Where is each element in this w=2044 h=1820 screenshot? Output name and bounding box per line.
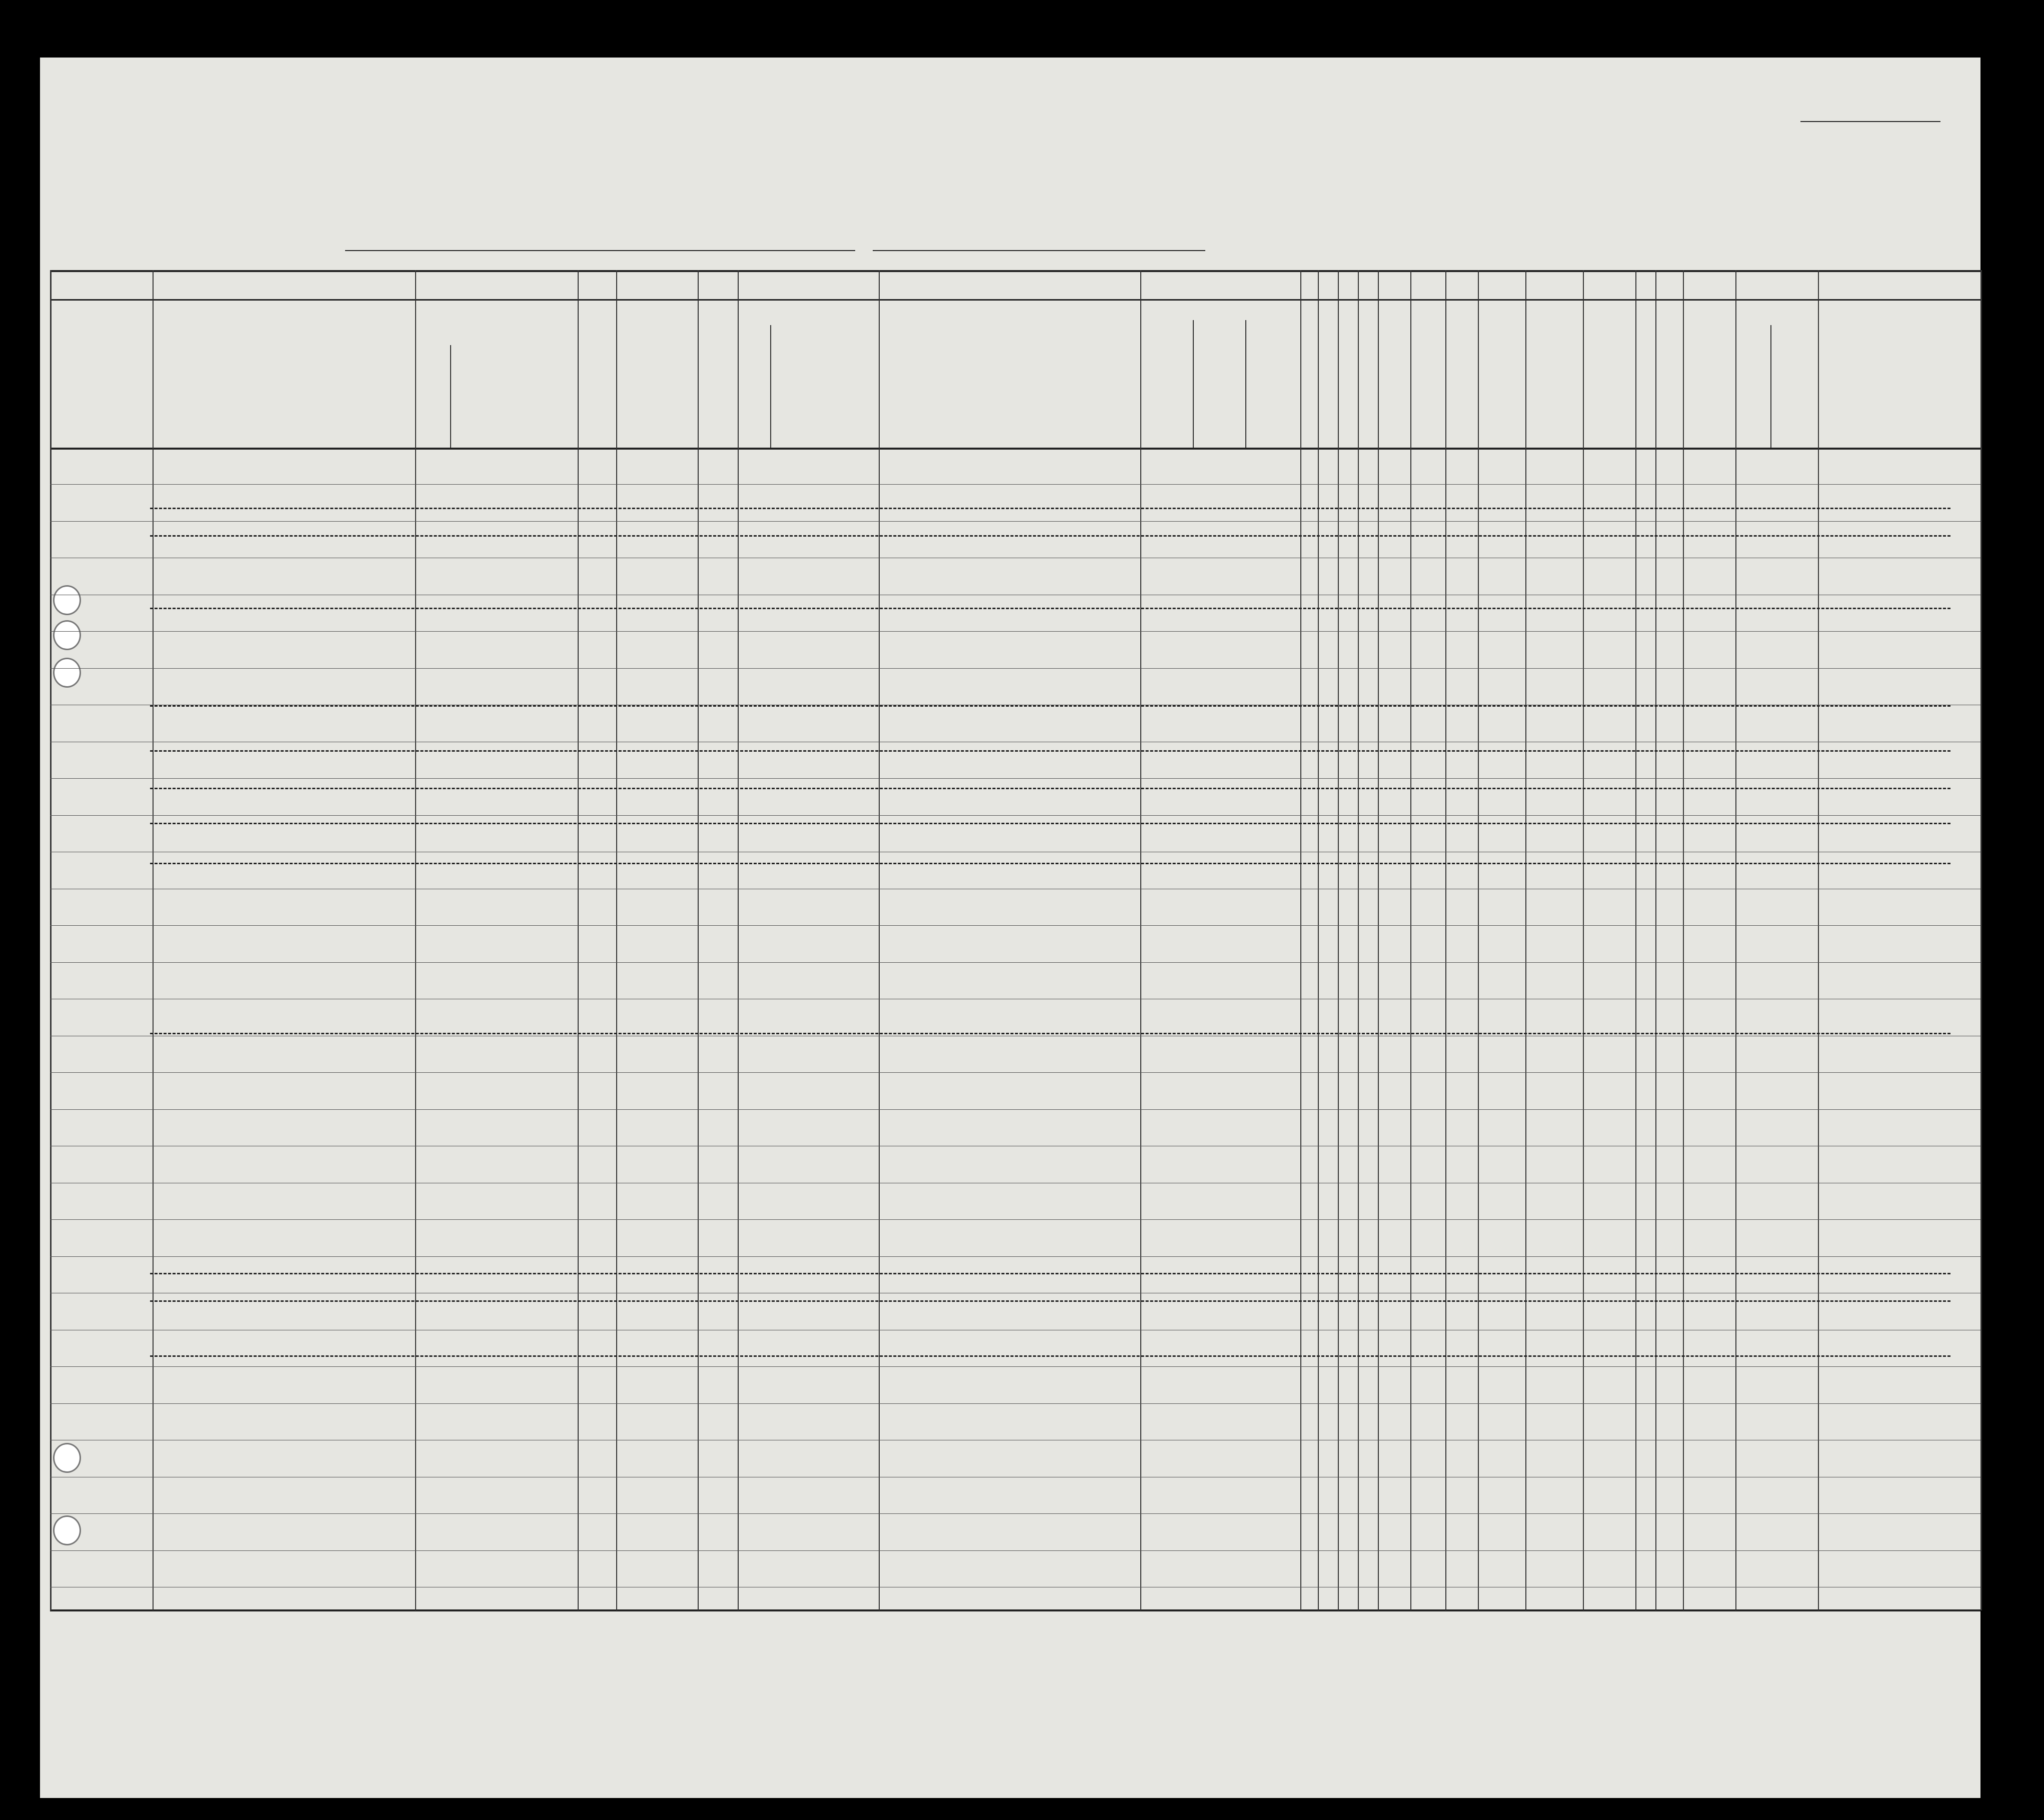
cancel-line <box>150 823 1950 824</box>
column-rule <box>1338 270 1339 1610</box>
row-rule <box>50 631 1980 632</box>
column-rule <box>738 270 739 1610</box>
column-number-rule <box>50 299 1980 301</box>
cancel-line <box>150 863 1950 864</box>
row-rule <box>50 1109 1980 1110</box>
row-rule <box>50 668 1980 669</box>
column-rule <box>578 270 579 1610</box>
column-rule <box>50 270 52 1610</box>
row-rule <box>50 484 1980 485</box>
row-rule <box>50 1513 1980 1514</box>
cancel-line <box>150 705 1950 707</box>
row-rule <box>50 815 1980 816</box>
row-rule <box>50 1403 1980 1404</box>
row-rule <box>50 521 1980 522</box>
cancel-line <box>150 1273 1950 1274</box>
column-rule <box>1683 270 1684 1610</box>
cancel-line <box>150 1300 1950 1302</box>
punch-hole <box>53 1515 81 1545</box>
date-underline <box>873 250 1205 251</box>
column-rule <box>415 270 416 1610</box>
row-rule <box>50 1550 1980 1551</box>
column-rule <box>1358 270 1359 1610</box>
header-bottom-rule <box>50 448 1980 450</box>
subcolumn-rule <box>1770 325 1771 448</box>
table-top-rule <box>50 270 1980 272</box>
column-rule <box>1655 270 1656 1610</box>
column-rule <box>1735 270 1736 1610</box>
column-rule <box>1525 270 1526 1610</box>
column-rule <box>1583 270 1584 1610</box>
column-rule <box>1378 270 1379 1610</box>
row-rule <box>50 1072 1980 1073</box>
cancel-line <box>150 1355 1950 1357</box>
column-rule <box>1445 270 1446 1610</box>
column-rule <box>153 270 154 1610</box>
port-underline <box>345 250 855 251</box>
column-rule <box>1478 270 1479 1610</box>
subcolumn-rule <box>770 325 771 448</box>
punch-hole <box>53 1443 81 1473</box>
row-rule <box>50 1366 1980 1367</box>
list-label-underline <box>1800 121 1940 122</box>
row-rule <box>50 925 1980 926</box>
column-rule <box>1818 270 1819 1610</box>
row-rule <box>50 778 1980 779</box>
cancel-line <box>150 1033 1950 1034</box>
subcolumn-rule <box>1655 325 1656 448</box>
punch-hole <box>53 620 81 650</box>
subcolumn-rule <box>1245 320 1246 448</box>
subcolumn-rule <box>450 345 451 448</box>
column-rule <box>1410 270 1411 1610</box>
row-rule <box>50 962 1980 963</box>
column-rule <box>1140 270 1141 1610</box>
column-rule <box>1300 270 1301 1610</box>
column-rule <box>698 270 699 1610</box>
row-rule <box>50 1256 1980 1257</box>
column-rule <box>616 270 617 1610</box>
cancel-line <box>150 535 1950 537</box>
column-rule <box>1318 270 1319 1610</box>
punch-hole <box>53 658 81 688</box>
cancel-line <box>150 508 1950 509</box>
subcolumn-rule <box>1193 320 1194 448</box>
table-bottom-rule <box>50 1609 1980 1611</box>
punch-hole <box>53 585 81 615</box>
column-rule <box>1635 270 1636 1610</box>
cancel-line <box>150 788 1950 789</box>
cancel-line <box>150 608 1950 609</box>
row-rule <box>50 1219 1980 1220</box>
cancel-line <box>150 750 1950 752</box>
column-rule <box>1980 270 1982 1610</box>
column-rule <box>879 270 880 1610</box>
manifest-sheet <box>40 58 1980 1798</box>
